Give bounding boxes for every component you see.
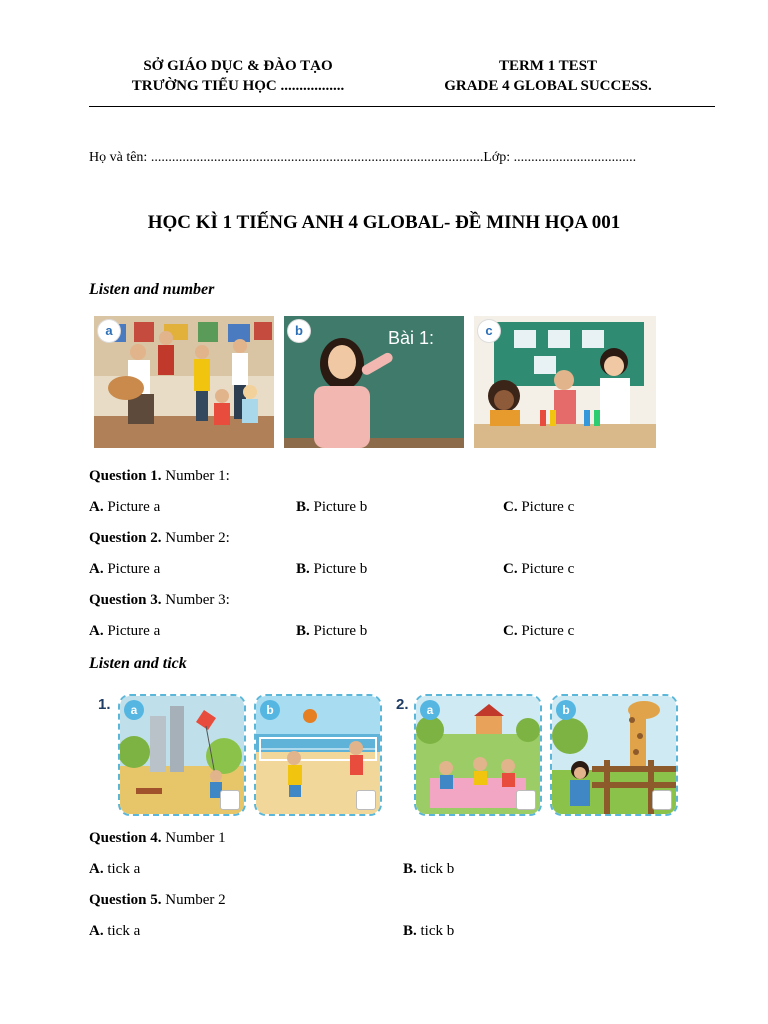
option-text: tick b — [416, 861, 455, 877]
q1-option-c[interactable] — [503, 499, 574, 516]
department-line1: SỞ GIÁO DỤC & ĐÀO TẠO — [143, 58, 333, 74]
group-1-number: 1. — [98, 696, 111, 713]
tick-picture-2b-giraffe-zoo — [550, 694, 678, 816]
option-text: tick a — [103, 923, 141, 939]
picture-c-science-lab — [474, 316, 656, 448]
tick-checkbox-2a[interactable] — [516, 790, 536, 810]
q2-option-a[interactable] — [89, 561, 160, 578]
tick-picture-1a-kite-park — [118, 694, 246, 816]
tick-badge-2b: b — [556, 700, 576, 720]
option-text: Picture b — [309, 561, 368, 577]
question-5 — [89, 892, 226, 909]
picture-b-teacher-board — [284, 316, 464, 448]
q3-option-c[interactable] — [503, 623, 574, 640]
option-letter: C. — [503, 561, 518, 577]
question-text: Number 2 — [161, 892, 226, 908]
tick-badge-1b: b — [260, 700, 280, 720]
page-title: HỌC KÌ 1 TIẾNG ANH 4 GLOBAL- ĐỀ MINH HỌA 001 — [147, 212, 621, 233]
tick-picture-2a-picnic — [414, 694, 542, 816]
question-text: Number 2: — [161, 530, 230, 546]
option-letter: A. — [89, 923, 104, 939]
option-text: Picture b — [309, 499, 368, 515]
option-text: tick a — [103, 861, 141, 877]
tick-checkbox-1b[interactable] — [356, 790, 376, 810]
option-text: Picture a — [103, 623, 161, 639]
q3-option-a[interactable] — [89, 623, 160, 640]
question-text: Number 3: — [161, 592, 230, 608]
question-label: Question 4. — [89, 830, 162, 846]
tick-checkbox-2b[interactable] — [652, 790, 672, 810]
section-heading-listen-number: Listen and number — [89, 281, 215, 298]
q5-option-b[interactable] — [403, 923, 454, 940]
department-name — [108, 56, 368, 96]
q2-option-b[interactable] — [296, 561, 367, 578]
option-letter: A. — [89, 561, 104, 577]
question-label: Question 3. — [89, 592, 162, 608]
header-divider — [89, 106, 715, 107]
question-label: Question 5. — [89, 892, 162, 908]
test-grade: GRADE 4 GLOBAL SUCCESS. — [444, 78, 652, 94]
option-text: Picture c — [517, 623, 575, 639]
tick-badge-2a: a — [420, 700, 440, 720]
tick-badge-1a: a — [124, 700, 144, 720]
option-letter: B. — [403, 861, 417, 877]
option-letter: C. — [503, 623, 518, 639]
option-letter: A. — [89, 623, 104, 639]
q1-option-b[interactable] — [296, 499, 367, 516]
student-info-line: Họ và tên: ...............................................................................................Lớp: ................................... — [89, 150, 637, 165]
option-letter: C. — [503, 499, 518, 515]
question-4 — [89, 830, 226, 847]
q4-option-a[interactable] — [89, 861, 140, 878]
question-label: Question 2. — [89, 530, 162, 546]
question-3 — [89, 592, 230, 609]
question-text: Number 1 — [161, 830, 226, 846]
picture-a-music-class — [94, 316, 274, 448]
option-letter: A. — [89, 499, 104, 515]
option-text: tick b — [416, 923, 455, 939]
group-2-number: 2. — [396, 696, 409, 713]
question-2 — [89, 530, 230, 547]
board-text: Bài 1: — [388, 328, 435, 348]
q3-option-b[interactable] — [296, 623, 367, 640]
picture-a-badge: a — [98, 320, 120, 342]
option-letter: A. — [89, 861, 104, 877]
q1-option-a[interactable] — [89, 499, 160, 516]
option-letter: B. — [296, 623, 310, 639]
test-term: TERM 1 TEST — [498, 58, 598, 74]
picture-b-badge: b — [288, 320, 310, 342]
option-letter: B. — [296, 499, 310, 515]
question-1 — [89, 468, 230, 485]
question-label: Question 1. — [89, 468, 162, 484]
q5-option-a[interactable] — [89, 923, 140, 940]
q2-option-c[interactable] — [503, 561, 574, 578]
option-text: Picture a — [103, 499, 161, 515]
option-text: Picture c — [517, 561, 575, 577]
option-text: Picture b — [309, 623, 368, 639]
test-info — [418, 56, 678, 96]
section-heading-listen-tick: Listen and tick — [89, 655, 187, 672]
option-letter: B. — [403, 923, 417, 939]
question-text: Number 1: — [161, 468, 230, 484]
option-letter: B. — [296, 561, 310, 577]
tick-picture-1b-beach-volleyball — [254, 694, 382, 816]
school-line: TRƯỜNG TIỂU HỌC ................. — [131, 78, 345, 94]
option-text: Picture a — [103, 561, 161, 577]
picture-c-badge: c — [478, 320, 500, 342]
tick-checkbox-1a[interactable] — [220, 790, 240, 810]
option-text: Picture c — [517, 499, 575, 515]
q4-option-b[interactable] — [403, 861, 454, 878]
